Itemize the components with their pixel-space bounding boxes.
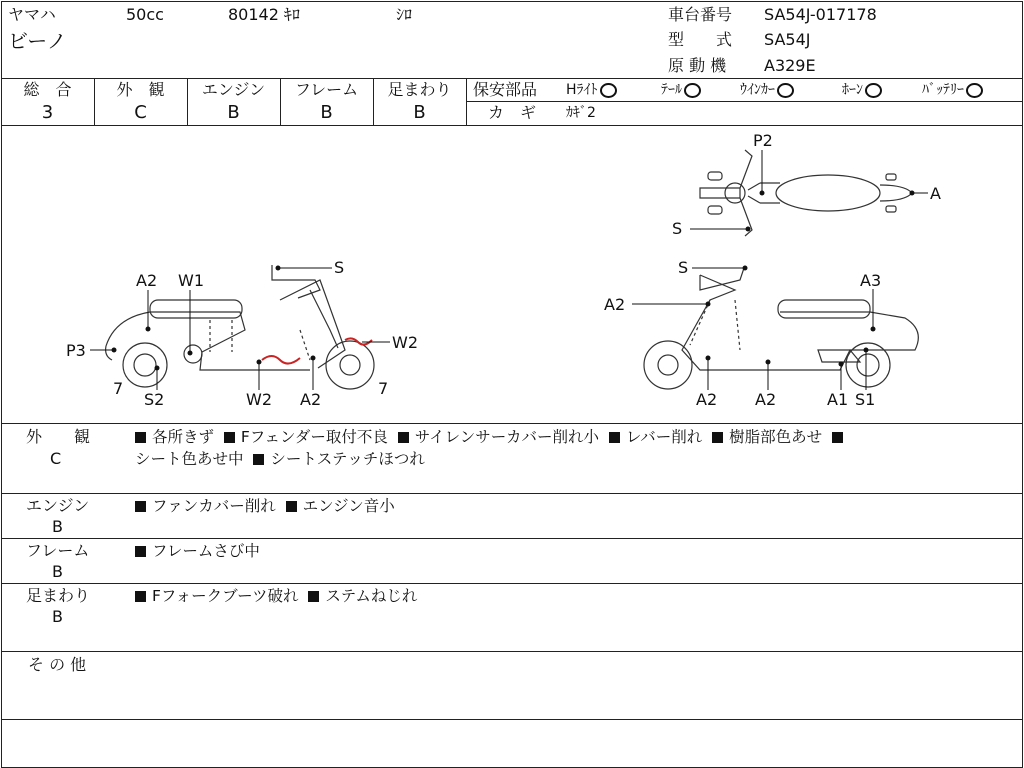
grade-suspension-label: 足まわり — [387, 80, 452, 99]
diagram-label: A1 — [827, 390, 849, 409]
grade-exterior: C — [134, 102, 147, 123]
diagram-label: A — [930, 184, 941, 203]
remark-exterior-label: 外 観 — [26, 427, 91, 446]
top-view-scooter — [700, 150, 912, 236]
remark-suspension-grade: B — [52, 607, 63, 626]
remark-exterior-grade: C — [50, 449, 62, 468]
frame-number-label: 車台番号 — [668, 5, 733, 24]
diagram-label: W1 — [178, 271, 204, 290]
grade-frame-label: フレーム — [294, 80, 359, 99]
remark-frame-grade: B — [52, 562, 63, 581]
model-name: ビーノ — [8, 29, 67, 53]
diagram-label: S — [672, 219, 683, 238]
displacement: 50cc — [126, 5, 164, 24]
diagram-label: W2 — [246, 390, 272, 409]
key-value: ｶｷﾞ2 — [566, 105, 596, 121]
model-type: SA54J — [764, 30, 811, 49]
maker: ヤマハ — [8, 5, 56, 24]
diagram-label: P2 — [753, 131, 773, 150]
safety-headlight: Hﾗｲﾄ — [566, 81, 617, 99]
key-label: カ ギ — [488, 103, 537, 122]
diagram-label: W2 — [392, 333, 418, 352]
safety-battery: ﾊﾞｯﾃﾘｰ — [922, 81, 983, 99]
grade-engine-label: エンジン — [201, 80, 266, 99]
grade-overall-label: 総 合 — [23, 80, 72, 99]
diagram-label: A3 — [860, 271, 882, 290]
model-type-label: 型 式 — [668, 30, 733, 49]
grade-engine: B — [227, 102, 240, 123]
diagram-label: S1 — [855, 390, 876, 409]
ok-circle-icon — [600, 83, 617, 98]
engine-model-label: 原 動 機 — [668, 56, 727, 75]
remark-frame-items: フレームさび中 — [135, 540, 1015, 562]
diagram-label: A2 — [696, 390, 718, 409]
diagram-label: P3 — [66, 341, 86, 360]
ok-circle-icon — [684, 83, 701, 98]
diagram-label: A2 — [755, 390, 777, 409]
safety-winker: ｳｲﾝｶｰ — [740, 81, 794, 99]
diagram-label: S2 — [144, 390, 165, 409]
ok-circle-icon — [777, 83, 794, 98]
diagram-label: S — [334, 258, 345, 277]
ok-circle-icon — [966, 83, 983, 98]
grade-overall: 3 — [41, 102, 54, 123]
remark-other-label: そ の 他 — [28, 655, 87, 674]
diagram-label: 7 — [378, 379, 389, 398]
diagram-label: 7 — [113, 379, 124, 398]
grade-exterior-label: 外 観 — [116, 80, 165, 99]
grade-frame: B — [320, 102, 333, 123]
remark-engine-label: エンジン — [26, 496, 90, 515]
remark-exterior-items: 各所きず Fフェンダー取付不良 サイレンサーカバー削れ小 レバー削れ 樹脂部色あせ シート色あせ中 シートステッチほつれ — [135, 426, 1015, 470]
engine-model: A329E — [764, 56, 816, 75]
diagram-label: A2 — [136, 271, 158, 290]
remark-frame-label: フレーム — [26, 541, 90, 560]
remark-suspension-items: Fフォークブーツ破れ ステムねじれ — [135, 585, 1015, 607]
body-color: ｼﾛ — [396, 5, 413, 24]
grade-suspension: B — [413, 102, 426, 123]
diagram-label: S — [678, 258, 689, 277]
remark-engine-grade: B — [52, 517, 63, 536]
mileage: 80142 ｷﾛ — [228, 5, 300, 24]
remark-engine-items: ファンカバー削れ エンジン音小 — [135, 495, 1015, 517]
ok-circle-icon — [865, 83, 882, 98]
safety-horn: ﾎｰﾝ — [842, 81, 882, 99]
safety-title: 保安部品 — [473, 80, 538, 99]
remark-suspension-label: 足まわり — [26, 586, 91, 605]
diagram-label: A2 — [300, 390, 322, 409]
diagram-label: A2 — [604, 295, 626, 314]
frame-number: SA54J-017178 — [764, 5, 877, 24]
safety-taillight: ﾃｰﾙ — [661, 81, 701, 99]
